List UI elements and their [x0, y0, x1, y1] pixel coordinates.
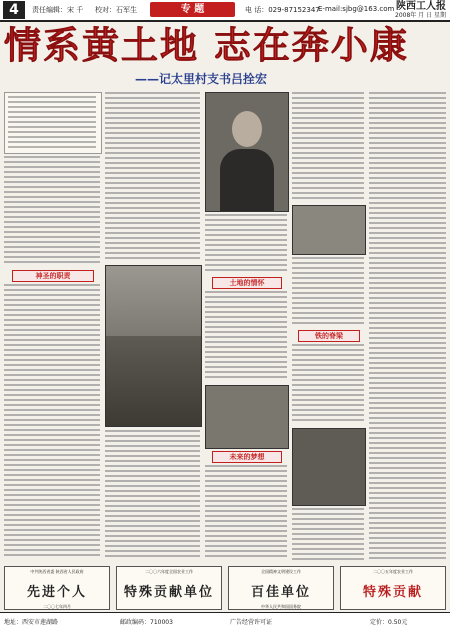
left-column-text-2 [4, 284, 100, 559]
email-address: E-mail:sjbg@163.com [318, 5, 395, 13]
award-title: 特殊贡献 [362, 585, 423, 600]
header-strip [0, 0, 450, 22]
photo-portrait [205, 92, 289, 212]
portrait-face [232, 111, 262, 147]
photo-sky [106, 266, 201, 336]
intro-text-lines [8, 96, 96, 150]
left-column-text [4, 156, 100, 266]
award-certificate-2 [116, 566, 222, 610]
award-certificate-4 [340, 566, 446, 610]
right-column-text [369, 92, 446, 560]
award-certificate-1 [4, 566, 110, 610]
headline [4, 24, 446, 74]
center-right-column-text [292, 92, 364, 202]
paper-name: 陕西工人报 [396, 1, 446, 12]
photo-worker [292, 428, 366, 506]
editor-credit: 责任编辑：宋 千 [32, 6, 84, 14]
center-right-column-text-4 [292, 508, 364, 560]
phone-number: 电 话：029-87152347 [245, 6, 320, 14]
award-title: 先进个人 [26, 585, 87, 600]
award-org: 全国精神文明建设工作 [261, 569, 301, 574]
photo-village [205, 385, 289, 449]
footer-price: 定价：0.50元 [370, 619, 408, 626]
headline-subtitle: ——记太里村支书吕拴宏 [135, 72, 268, 86]
photo-ground [106, 336, 201, 426]
middle-column-text-2 [205, 291, 287, 381]
photo-landscape [105, 265, 202, 427]
subhead-middle: 土地的情怀 [212, 277, 282, 289]
subhead-right: 铁的脊梁 [298, 330, 360, 342]
masthead-logo [380, 1, 446, 19]
award-title: 百佳单位 [250, 585, 311, 600]
award-org: 中共陕西省委 陕西省人民政府 [30, 569, 84, 574]
center-right-column-text-2 [292, 257, 364, 327]
footer-ad: 广告经营许可证 [230, 619, 273, 626]
award-title: 特殊贡献单位 [123, 585, 214, 600]
page-number: 4 [3, 1, 25, 19]
center-right-column-text-3 [292, 344, 364, 424]
photo-meeting [292, 205, 366, 255]
issue-date: 2008年 月 日 星期 [395, 12, 446, 19]
award-date: 二〇〇七年四月 [43, 604, 71, 609]
middle-column-text [205, 214, 287, 274]
middle-column-text-3 [205, 465, 287, 559]
footer-strip [0, 612, 450, 629]
portrait-body [220, 149, 274, 211]
headline-title: 情系黄土地 志在奔小康 [4, 24, 409, 67]
intro-box [4, 92, 102, 154]
award-org: 二〇〇六年度全国农业工作 [145, 569, 193, 574]
awards-row [4, 566, 446, 608]
award-certificate-3 [228, 566, 334, 610]
proof-credit: 校对：石军生 [95, 6, 137, 14]
subhead-left: 神圣的职责 [12, 270, 94, 282]
award-org: 二〇〇五年度农业工作 [373, 569, 413, 574]
subhead-middle-2: 未来的梦想 [212, 451, 282, 463]
center-left-column-text [105, 92, 200, 262]
section-tag: 专 题 [150, 2, 235, 17]
footer-post: 邮政编码：710003 [120, 619, 173, 626]
footer-address: 地址：西安市莲湖路 [4, 619, 59, 626]
award-date: 中华人民共和国国务院 [261, 604, 301, 609]
center-left-column-text-2 [105, 430, 200, 560]
